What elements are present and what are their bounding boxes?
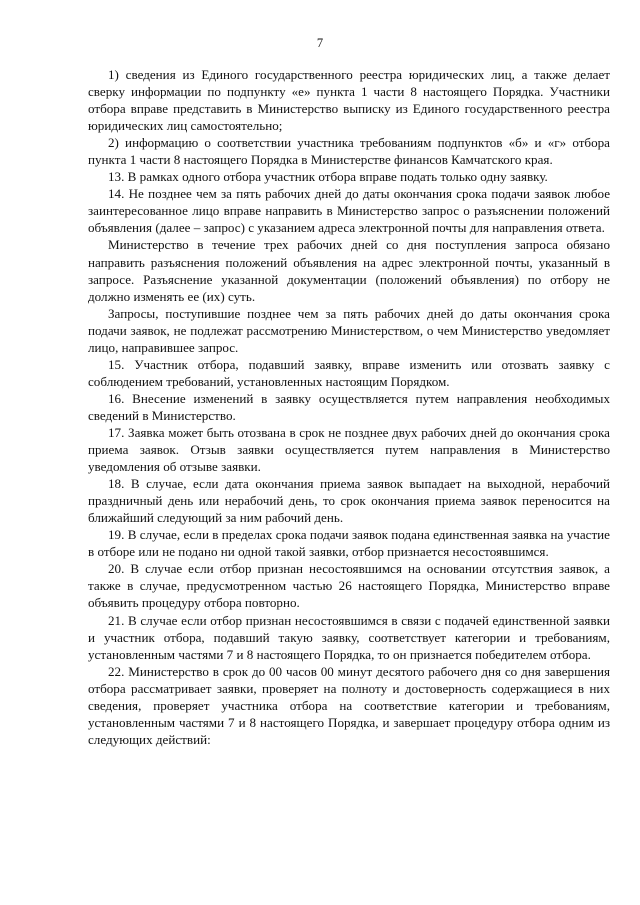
paragraph-14: 14. Не позднее чем за пять рабочих дней до даты окончания срока подачи заявок любое заинтересованное лицо вправе направить в Министерство запрос о разъяснении положений объявления (далее – запрос) с указанием адреса электронной почты для направления ответа. bbox=[88, 186, 610, 236]
paragraph-21: 21. В случае если отбор признан несостоявшимся в связи с подачей единственной заявки и участник отбора, подавший такую заявку, соответствует категории и требованиям, установленным частями 7 и 8 настоящего Порядка, то он признается победителем отбора. bbox=[88, 612, 610, 662]
paragraph-17: 17. Заявка может быть отозвана в срок не позднее двух рабочих дней до окончания срока приема заявок. Отзыв заявки осуществляется путем направления в Министерство уведомления об отзыве заявки. bbox=[88, 424, 610, 475]
paragraph-1: 1) сведения из Единого государственного реестра юридических лиц, а также делает сверку информации по подпункту «е» пункта 1 части 8 настоящего Порядка. Участники отбора вправе представить в Министерство выписку из Единого государственного реестра юридических лиц самостоятельно; bbox=[88, 67, 610, 134]
paragraph-20: 20. В случае если отбор признан несостоявшимся на основании отсутствия заявок, а также в случае, предусмотренном частью 26 настоящего Порядка, Министерство вправе объявить процедуру отбора повторно. bbox=[88, 561, 610, 611]
paragraph-19: 19. В случае, если в пределах срока подачи заявок подана единственная заявка на участие в отборе или не подано ни одной такой заявки, отбор признается несостоявшимся. bbox=[88, 527, 610, 560]
paragraph-2: 2) информацию о соответствии участника требованиям подпунктов «б» и «г» отбора пункта 1 части 8 настоящего Порядка в Министерстве финансов Камчатского края. bbox=[88, 135, 610, 168]
paragraph-16: 16. Внесение изменений в заявку осуществляется путем направления необходимых сведений в Министерство. bbox=[88, 390, 610, 423]
paragraph-22: 22. Министерство в срок до 00 часов 00 минут десятого рабочего дня со дня завершения отбора рассматривает заявки, проверяет на полноту и достоверность содержащиеся в них сведения, проверяет участника отбора на соответствие категории и требованиям, установленным частями 7 и 8 настоящего Порядка, и завершает процедуру отбора одним из следующих действий: bbox=[88, 663, 610, 747]
paragraph-13: 13. В рамках одного отбора участник отбора вправе подать только одну заявку. bbox=[108, 169, 548, 185]
paragraph-18: 18. В случае, если дата окончания приема заявок выпадает на выходной, нерабочий праздничный день или нерабочий день, то срок окончания приема заявок переносится на ближайший следующий за ним рабочий день. bbox=[88, 476, 610, 526]
paragraph-15: 15. Участник отбора, подавший заявку, вправе изменить или отозвать заявку с соблюдением требований, установленных настоящим Порядком. bbox=[88, 356, 610, 389]
document-body bbox=[88, 66, 610, 748]
paragraph-14-ministry-reply: Министерство в течение трех рабочих дней со дня поступления запроса обязано направить разъяснения положений объявления на адрес электронной почты, указанный в запросе. Разъяснение указанной документации (положений объявления) по отбору не должно изменять ее (их) суть. bbox=[88, 237, 610, 304]
paragraph-14-late-requests: Запросы, поступившие позднее чем за пять рабочих дней до даты окончания срока подачи заявок, не подлежат рассмотрению Министерством, о чем Министерство уведомляет лицо, направившее запрос. bbox=[88, 305, 610, 355]
page-number: 7 bbox=[316, 36, 324, 50]
